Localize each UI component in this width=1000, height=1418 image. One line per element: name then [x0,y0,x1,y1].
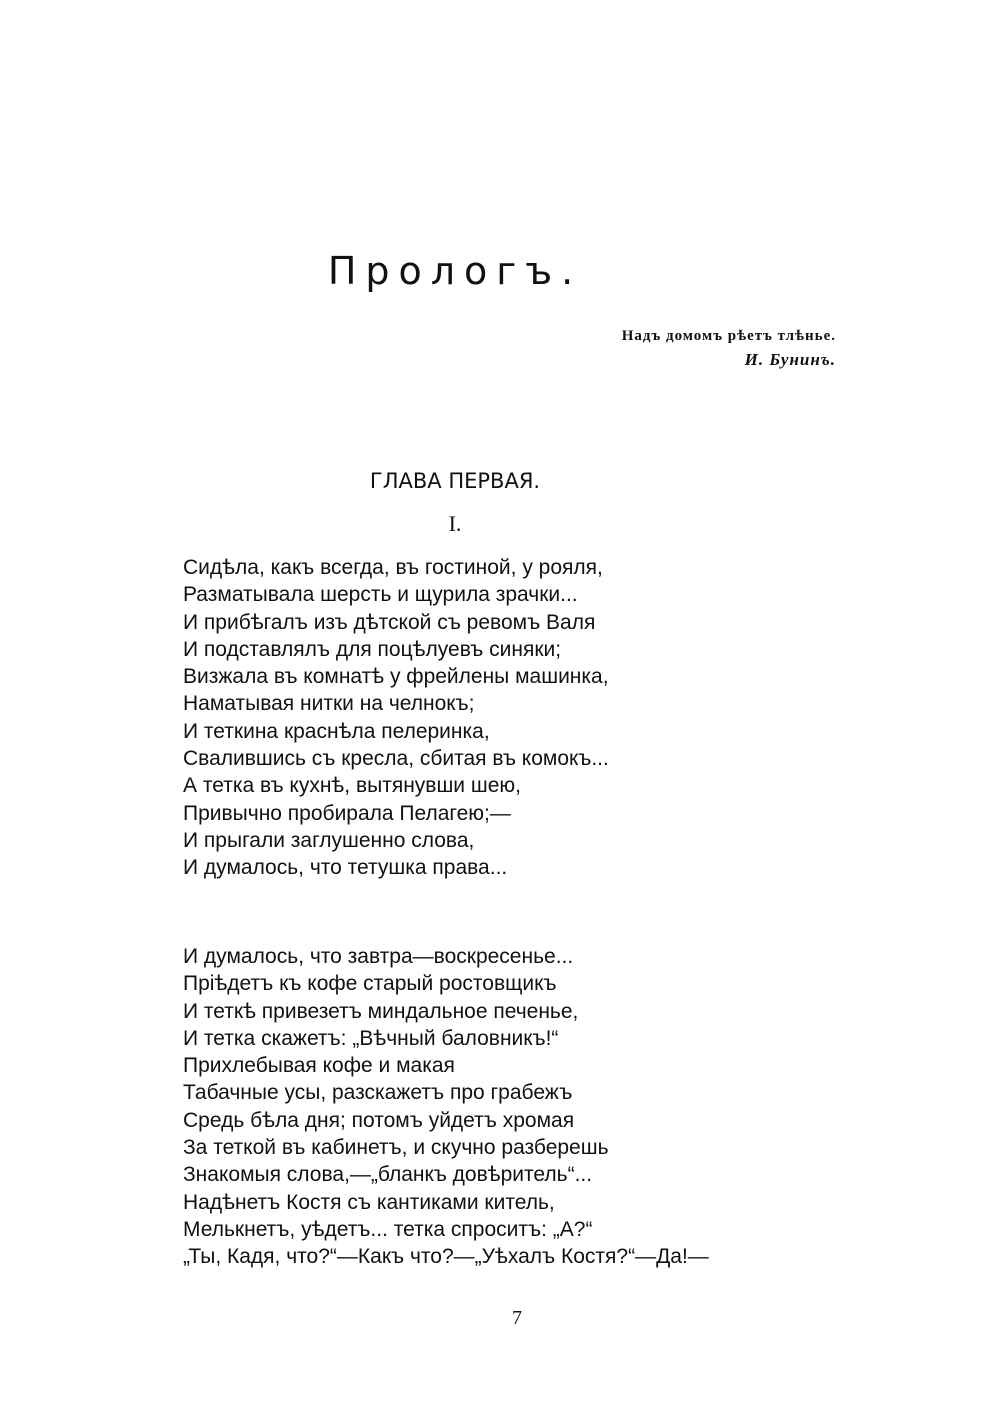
stanza-2 [183,943,709,1271]
verse-line: Свалившись съ кресла, сбитая въ комокъ... [183,747,609,771]
stanza-1 [183,554,609,882]
verse-line: А тетка въ кухнѣ, вытянувши шею, [183,774,521,798]
verse-line: И думалось, что тетушка права... [183,856,508,880]
verse-line: Средь бѣла дня; потомъ уйдетъ хромая [183,1108,575,1132]
verse-line: И теткина краснѣла пелеринка, [183,719,490,743]
section-number: I. [448,511,462,536]
verse-line: И тетка скажетъ: „Вѣчный баловникъ!“ [183,1026,559,1050]
epigraph [540,324,836,372]
verse-line: Знакомыя слова,—„бланкъ довѣритель“... [183,1163,593,1187]
verse-line: Табачные усы, разскажетъ про грабежъ [183,1081,573,1105]
verse-line: И думалось, что завтра—воскресенье... [183,945,574,968]
page-title: Прологъ. [327,249,583,293]
verse-line: Сидѣла, какъ всегда, въ гостиной, у рояля, [183,556,603,579]
epigraph-line: Надъ домомъ рѣетъ тлѣнье. [621,328,836,344]
verse-line: Визжала въ комнатѣ у фрейлены машинка, [183,665,609,689]
verse-line: Прихлебывая кофе и макая [183,1054,455,1078]
verse-line: Надѣнетъ Костя съ кантиками китель, [183,1190,555,1214]
verse-line: За теткой въ кабинетъ, и скучно разберешь [183,1136,609,1160]
verse-line: „Ты, Кадя, что?“—Какъ что?—„Уѣхалъ Костя?“—Да!— [183,1245,709,1269]
chapter-heading: ГЛАВА ПЕРВАЯ. [369,469,541,493]
verse-line: Пріѣдетъ къ кофе старый ростовщикъ [183,972,557,996]
verse-line: Мелькнетъ, уѣдетъ... тетка спроситъ: „А?“ [183,1217,593,1241]
verse-line: И прыгали заглушенно слова, [183,828,475,852]
verse-line: Наматывая нитки на челнокъ; [183,692,475,716]
verse-line: Разматывала шерсть и щурила зрачки... [183,583,578,607]
verse-line: И теткѣ привезетъ миндальное печенье, [183,999,579,1023]
verse-line: Привычно пробирала Пелагею;— [183,801,511,825]
verse-line: И подставлялъ для поцѣлуевъ синяки; [183,637,562,661]
page-number: 7 [512,1307,522,1329]
epigraph-author: И. Бунинъ. [744,350,836,369]
verse-line: И прибѣгалъ изъ дѣтской съ ревомъ Валя [183,610,596,634]
